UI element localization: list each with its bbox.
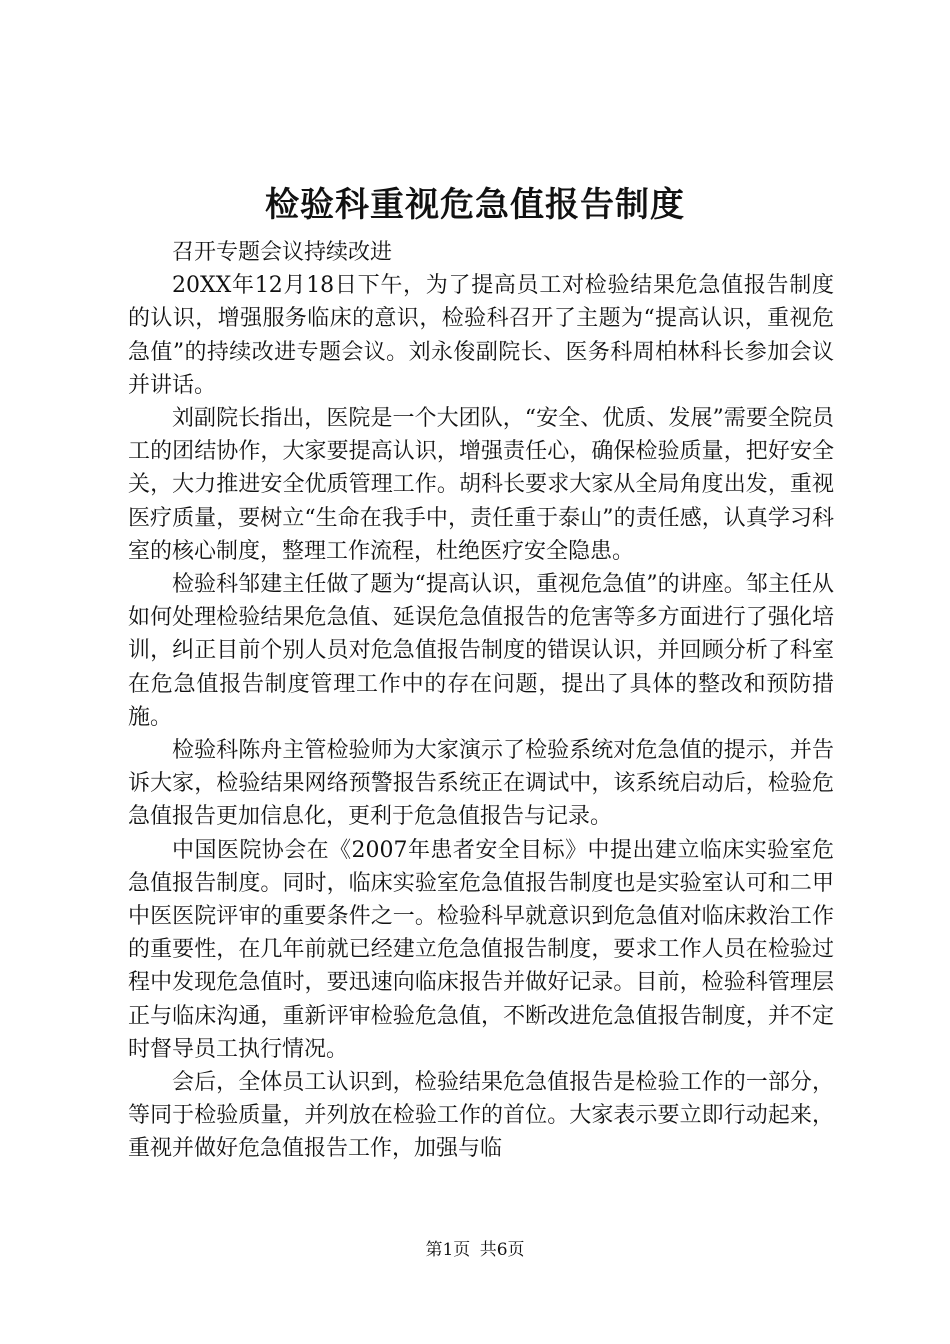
paragraph: 检验科陈舟主管检验师为大家演示了检验系统对危急值的提示，并告诉大家，检验结果网络预警报告系统正在调试中，该系统启动后，检验危急值报告更加信息化，更利于危急值报告与记录。 (128, 738, 834, 830)
document-body (128, 236, 834, 1166)
paragraph: 会后，全体员工认识到，检验结果危急值报告是检验工作的一部分，等同于检验质量，并列放在检验工作的首位。大家表示要立即行动起来，重视并做好危急值报告工作，加强与临 (128, 1070, 834, 1162)
page-footer (0, 1238, 950, 1262)
page-number: 第1页 (425, 1240, 471, 1260)
document-title: 检验科重视危急值报告制度 (265, 185, 685, 225)
paragraph: 刘副院长指出，医院是一个大团队，“安全、优质、发展”需要全院员工的团结协作，大家要提高认识，增强责任心，确保检验质量，把好安全关，大力推进安全优质管理工作。胡科长要求大家从全局角度出发，重视医疗质量，要树立“生命在我手中，责任重于泰山”的责任感，认真学习科室的核心制度，整理工作流程，杜绝医疗安全隐患。 (128, 406, 834, 564)
paragraph: 检验科邹建主任做了题为“提高认识，重视危急值”的讲座。邹主任从如何处理检验结果危急值、延误危急值报告的危害等多方面进行了强化培训，纠正目前个别人员对危急值报告制度的错误认识，并回顾分析了科室在危急值报告制度管理工作中的存在问题，提出了具体的整改和预防措施。 (128, 572, 834, 730)
page-total: 共6页 (479, 1240, 525, 1260)
document-subtitle: 召开专题会议持续改进 (172, 240, 393, 265)
paragraph: 中国医院协会在《2007年患者安全目标》中提出建立临床实验室危急值报告制度。同时，临床实验室危急值报告制度也是实验室认可和二甲中医医院评审的重要条件之一。检验科早就意识到危急值对临床救治工作的重要性，在几年前就已经建立危急值报告制度，要求工作人员在检验过程中发现危急值时，要迅速向临床报告并做好记录。目前，检验科管理层正与临床沟通，重新评审检验危急值，不断改进危急值报告制度，并不定时督导员工执行情况。 (128, 837, 834, 1062)
paragraph: 20XX年12月18日下午，为了提高员工对检验结果危急值报告制度的认识，增强服务临床的意识，检验科召开了主题为“提高认识，重视危急值”的持续改进专题会议。刘永俊副院长、医务科周柏林科长参加会议并讲话。 (128, 273, 834, 398)
